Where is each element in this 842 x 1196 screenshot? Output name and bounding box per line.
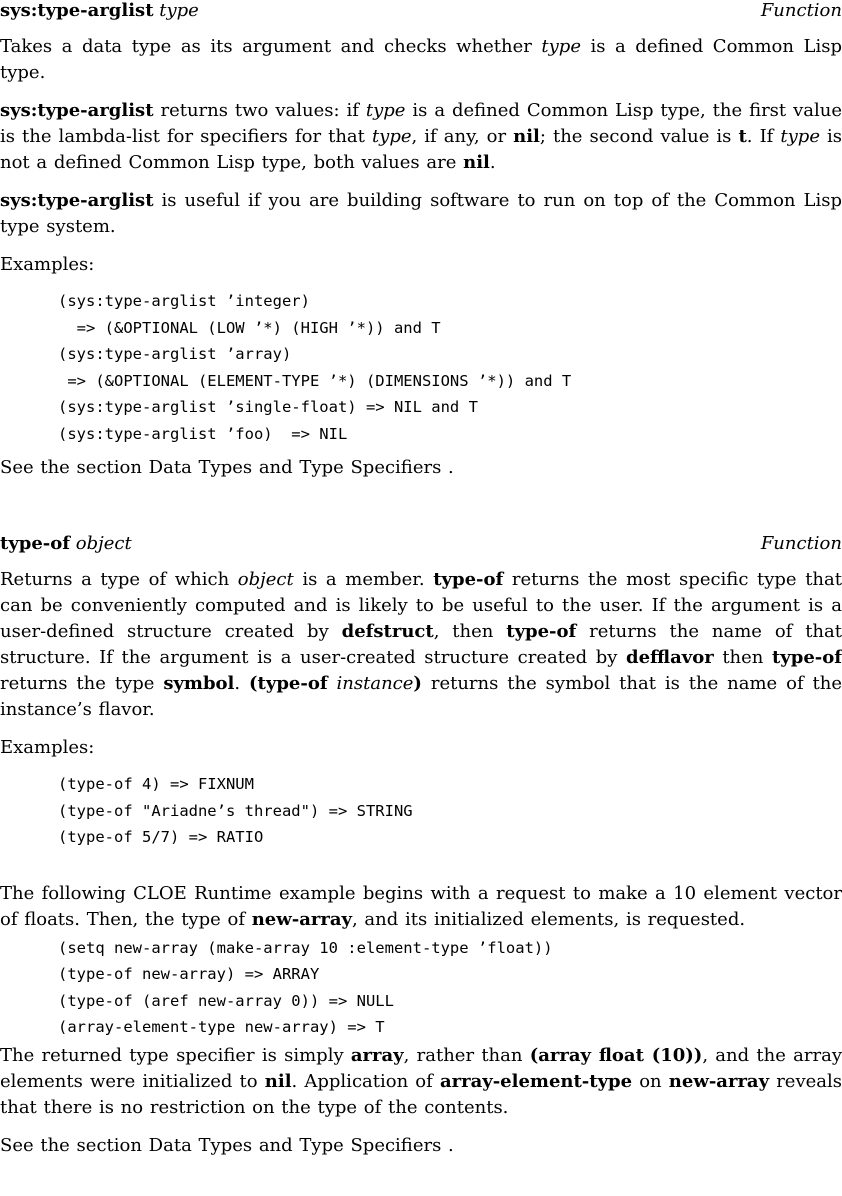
code-example: (sys:type-arglist ’integer) => (&OPTIONAL (LOW ’*) (HIGH ’*)) and T (sys:type-arglist ’array) => (&OPTIONAL (ELEMENT-TYPE ’*) (DIMENSIONS ’*)) and T (sys:type-arglist ’single-float) => NIL and T (sys:type-arglist ’foo) => NIL	[58, 292, 572, 443]
function-name: type-of	[0, 533, 71, 554]
entry-kind: Function	[760, 0, 842, 21]
entry-heading	[0, 533, 842, 555]
examples-label: Examples:	[0, 254, 95, 275]
paragraph: Takes a data type as its argument and checks whether type is a defined Common Lisp type.	[0, 36, 842, 83]
paragraph: sys:type-arglist returns two values: if type is a defined Common Lisp type, the first value is the lambda-list for specifiers for that type, if any, or nil; the second value is t. If type is not a defined Common Lisp type, both values are nil.	[0, 100, 842, 173]
entry-type-of	[0, 533, 842, 1159]
see-also: See the section Data Types and Type Specifiers .	[0, 1134, 454, 1156]
entry-kind: Function	[760, 533, 842, 554]
function-name: sys:type-arglist	[0, 0, 154, 21]
examples-label: Examples:	[0, 737, 95, 758]
entry-sys-type-arglist	[0, 0, 842, 481]
function-signature	[0, 0, 199, 22]
paragraph: The following CLOE Runtime example begins with a request to make a 10 element vector of floats. Then, the type of new-array, and its initialized elements, is requested.	[0, 882, 842, 930]
function-argument: type	[159, 0, 199, 21]
code-example: (type-of 4) => FIXNUM (type-of "Ariadne’s thread") => STRING (type-of 5/7) => RATIO	[58, 775, 413, 846]
function-signature	[0, 533, 132, 555]
entry-heading	[0, 0, 842, 22]
function-argument: object	[75, 533, 132, 554]
paragraph: sys:type-arglist is useful if you are building software to run on top of the Common Lisp type system.	[0, 190, 842, 237]
see-also: See the section Data Types and Type Specifiers .	[0, 457, 454, 478]
paragraph: The returned type specifier is simply array, rather than (array float (10)), and the array elements were initialized to nil. Application of array-element-type on new-array reveals that there is no restriction on the type of the contents.	[0, 1044, 842, 1118]
paragraph: Returns a type of which object is a member. type-of returns the most specific type that can be conveniently computed and is likely to be useful to the user. If the argument is a user-defined structure created by defstruct, then type-of returns the name of that structure. If the argument is a user-created structure created by defflavor then type-of returns the type symbol. (type-of instance) returns the symbol that is the name of the instance’s flavor.	[0, 569, 842, 720]
code-example: (setq new-array (make-array 10 :element-type ’float)) (type-of new-array) => ARRAY (type-of (aref new-array 0)) => NULL (array-element-type new-array) => T	[58, 938, 553, 1036]
